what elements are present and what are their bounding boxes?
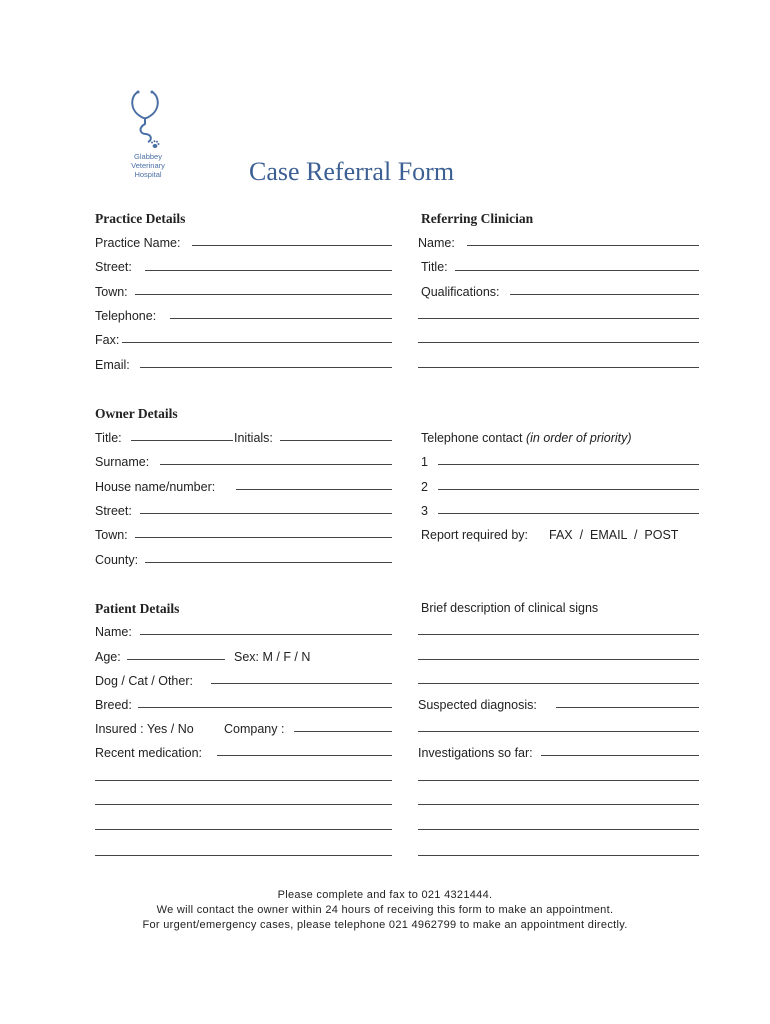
contact-number-1-field[interactable] [438, 464, 699, 465]
practice-fax-field[interactable] [122, 342, 392, 343]
owner-title-field[interactable] [131, 440, 233, 441]
owner-initials-field[interactable] [280, 440, 392, 441]
patient-breed-field[interactable] [138, 707, 392, 708]
practice-telephone-field[interactable] [170, 318, 392, 319]
patient-name-label: Name: [95, 625, 132, 639]
clinician-title-label: Title: [421, 260, 448, 274]
owner-house-label: House name/number: [95, 480, 216, 494]
clinical-signs-line-1[interactable] [418, 634, 699, 635]
investigations-field[interactable] [541, 755, 699, 756]
clinical-signs-line-2[interactable] [418, 659, 699, 660]
practice-fax-label: Fax: [95, 333, 120, 347]
logo-text-line2: Veterinary [131, 161, 165, 170]
diagnosis-line-2[interactable] [418, 731, 699, 732]
telephone-contact-note: (in order of priority) [525, 431, 632, 445]
clinical-signs-line-3[interactable] [418, 683, 699, 684]
patient-species-label: Dog / Cat / Other: [95, 674, 193, 688]
logo-text-line1: Glabbey [134, 152, 162, 161]
clinician-name-field[interactable] [467, 245, 699, 246]
recent-medication-field[interactable] [217, 755, 392, 756]
patient-sex-options[interactable]: Sex: M / F / N [234, 650, 311, 664]
investigations-label: Investigations so far: [418, 746, 533, 760]
investigations-line-4[interactable] [418, 855, 699, 856]
clinician-qualifications-label: Qualifications: [421, 285, 500, 299]
practice-street-field[interactable] [145, 270, 392, 271]
referring-clinician-heading: Referring Clinician [421, 211, 534, 226]
practice-telephone-label: Telephone: [95, 309, 157, 323]
footer-line-1: Please complete and fax to 021 4321444. [277, 889, 493, 901]
practice-street-label: Street: [95, 260, 132, 274]
practice-name-label: Practice Name: [95, 236, 181, 250]
medication-line-2[interactable] [95, 804, 392, 805]
clinician-qualifications-field[interactable] [510, 294, 699, 295]
owner-county-field[interactable] [145, 562, 392, 563]
patient-company-field[interactable] [294, 731, 392, 732]
report-required-label: Report required by: [421, 528, 529, 542]
contact-number-2-label: 2 [421, 480, 428, 494]
investigations-line-3[interactable] [418, 829, 699, 830]
owner-initials-label: Initials: [234, 431, 273, 445]
footer-line-2: We will contact the owner within 24 hours of receiving this form to make an appointment. [156, 904, 614, 916]
patient-insured-options[interactable]: Insured : Yes / No [95, 722, 194, 736]
patient-age-label: Age: [95, 650, 121, 664]
suspected-diagnosis-label: Suspected diagnosis: [418, 698, 537, 712]
medication-line-4[interactable] [95, 855, 392, 856]
logo-text-line3: Hospital [134, 170, 162, 179]
report-options[interactable]: FAX / EMAIL / POST [549, 528, 679, 542]
practice-town-field[interactable] [135, 294, 392, 295]
telephone-contact-label [421, 431, 632, 446]
owner-town-field[interactable] [135, 537, 392, 538]
telephone-contact-text: Telephone contact [421, 431, 526, 445]
investigations-line-1[interactable] [418, 780, 699, 781]
owner-street-label: Street: [95, 504, 132, 518]
clinician-extra-line-1[interactable] [418, 318, 699, 319]
medication-line-1[interactable] [95, 780, 392, 781]
owner-details-heading: Owner Details [95, 406, 178, 421]
contact-number-2-field[interactable] [438, 489, 699, 490]
clinician-extra-line-2[interactable] [418, 342, 699, 343]
practice-name-field[interactable] [192, 245, 392, 246]
patient-details-heading: Patient Details [95, 601, 180, 616]
owner-house-field[interactable] [236, 489, 392, 490]
medication-line-3[interactable] [95, 829, 392, 830]
practice-email-field[interactable] [140, 367, 392, 368]
practice-town-label: Town: [95, 285, 128, 299]
owner-surname-label: Surname: [95, 455, 150, 469]
patient-species-field[interactable] [211, 683, 392, 684]
page-title: Case Referral Form [249, 157, 455, 186]
clinician-extra-line-3[interactable] [418, 367, 699, 368]
investigations-line-2[interactable] [418, 804, 699, 805]
owner-surname-field[interactable] [160, 464, 392, 465]
stethoscope-icon [128, 88, 168, 150]
clinician-name-label: Name: [418, 236, 455, 250]
owner-street-field[interactable] [140, 513, 392, 514]
hospital-logo [108, 88, 188, 179]
owner-county-label: County: [95, 553, 139, 567]
clinician-title-field[interactable] [455, 270, 699, 271]
contact-number-3-label: 3 [421, 504, 428, 518]
recent-medication-label: Recent medication: [95, 746, 203, 760]
contact-number-3-field[interactable] [438, 513, 699, 514]
owner-town-label: Town: [95, 528, 128, 542]
patient-company-label: Company : [224, 722, 285, 736]
suspected-diagnosis-field[interactable] [556, 707, 699, 708]
clinical-signs-label: Brief description of clinical signs [421, 601, 599, 615]
contact-number-1-label: 1 [421, 455, 428, 469]
owner-title-label: Title: [95, 431, 122, 445]
footer-line-3: For urgent/emergency cases, please telephone 021 4962799 to make an appointment directly. [142, 919, 628, 931]
paw-icon [151, 140, 160, 148]
patient-age-field[interactable] [127, 659, 225, 660]
patient-name-field[interactable] [140, 634, 392, 635]
practice-details-heading: Practice Details [95, 211, 186, 226]
patient-breed-label: Breed: [95, 698, 132, 712]
practice-email-label: Email: [95, 358, 130, 372]
